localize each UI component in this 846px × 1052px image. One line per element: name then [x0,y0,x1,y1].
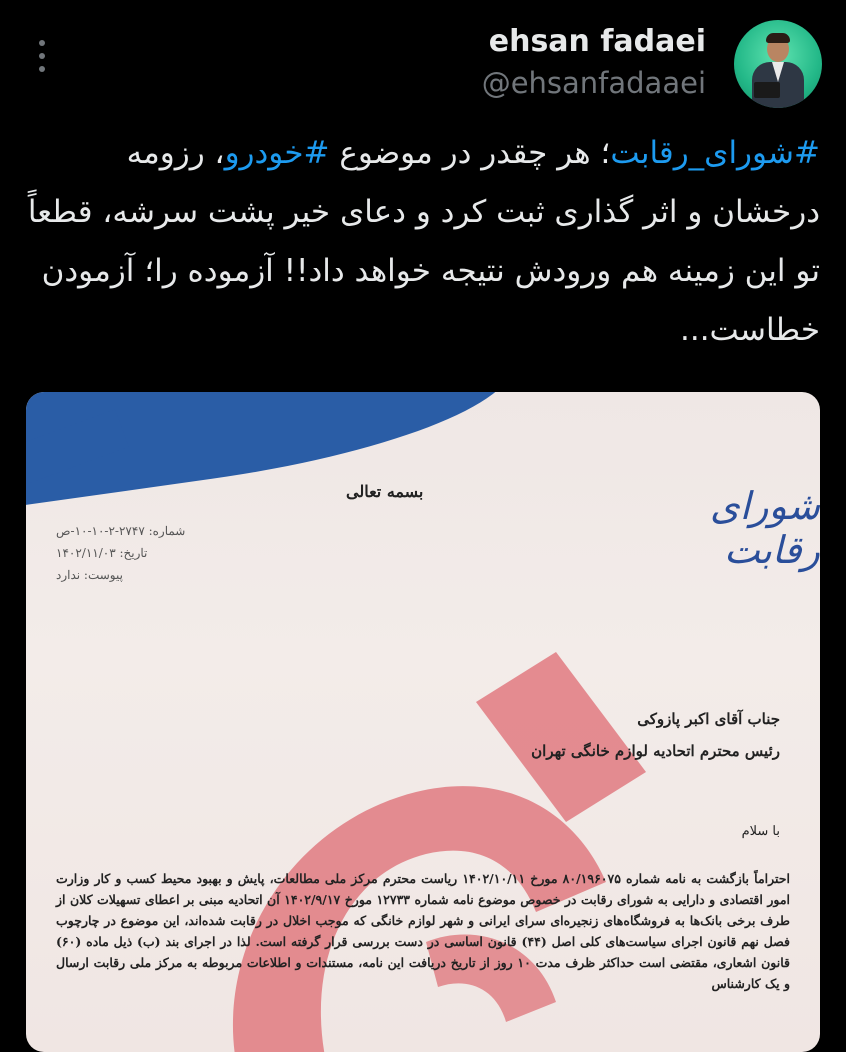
letter-attachment: پیوست: ندارد [56,568,123,582]
recipient-title: رئیس محترم اتحادیه لوازم خانگی تهران [531,742,780,760]
letter-number: شماره: ۲۷۴۷-۲-۱۰-۱۰-ص [56,524,186,538]
letter-date: تاریخ: ۱۴۰۲/۱۱/۰۳ [56,546,148,560]
tweet-text-part: ؛ هر چقدر در موضوع [329,135,611,171]
letter-body: احتراماً بازگشت به نامه شماره ۸۰/۱۹۶۰۷۵ مورخ ۱۴۰۲/۱۰/۱۱ ریاست محترم مرکز ملی مطالعات، پایش و بهبود محیط کسب و کار وزارت امور اقتصادی و دارایی به شورای رقابت در خصوص موضوع نامه شماره ۱۲۷۳۳ مورخ ۱۴۰۲/۹/۱۷ آن اتحادیه مبنی بر اعطای تسهیلات کلان از طرف برخی بانک‌ها به فروشگاه‌های زنجیره‌ای سرای ایرانی و شهر لوازم خانگی که موجب اخلال در رقابت شده‌اند، این موضوع در چارچوب فصل نهم قانون اجرای سیاست‌های کلی اصل (۴۴) قانون اساسی در دست بررسی قرار گرفته است. لذا در اجرای بند (ب) ذیل ماده (۶۰) قانون اشعاری، مقتضی است حداکثر ظرف مدت ۱۰ روز از تاریخ دریافت این نامه، مستندات و اطلاعات مربوطه به مرکز ملی رقابت ارسال و یک کارشناس [56,871,790,991]
hashtag-link[interactable]: #خودرو [224,135,330,171]
more-options-icon[interactable] [30,40,54,72]
avatar[interactable] [734,20,822,108]
dot-icon [39,53,45,59]
dot-icon [39,66,45,72]
council-logo-text: شورای رقابت [709,484,820,572]
hashtag-link[interactable]: #شورای_رقابت [610,135,820,171]
tweet-text-part: ، رزومه درخشان و اثر گذاری ثبت کرد و دعای خیر پشت سرشه، قطعاً تو این زمینه هم ورودش نتیجه خواهد داد!! آزموده را؛ آزمودن خطاست... [27,135,820,348]
tweet-text [20,124,820,360]
bismillah-heading: بسمه تعالی [346,482,424,501]
recipient-name: جناب آقای اکبر پازوکی [637,710,780,728]
attached-letter-image[interactable] [26,392,820,1052]
author-display-name[interactable]: ehsan fadaei [488,24,706,59]
avatar-lectern [754,82,780,98]
greeting: با سلام [741,824,780,839]
avatar-hair [766,33,790,43]
author-handle[interactable]: @ehsanfadaaei [481,66,706,100]
dot-icon [39,40,45,46]
